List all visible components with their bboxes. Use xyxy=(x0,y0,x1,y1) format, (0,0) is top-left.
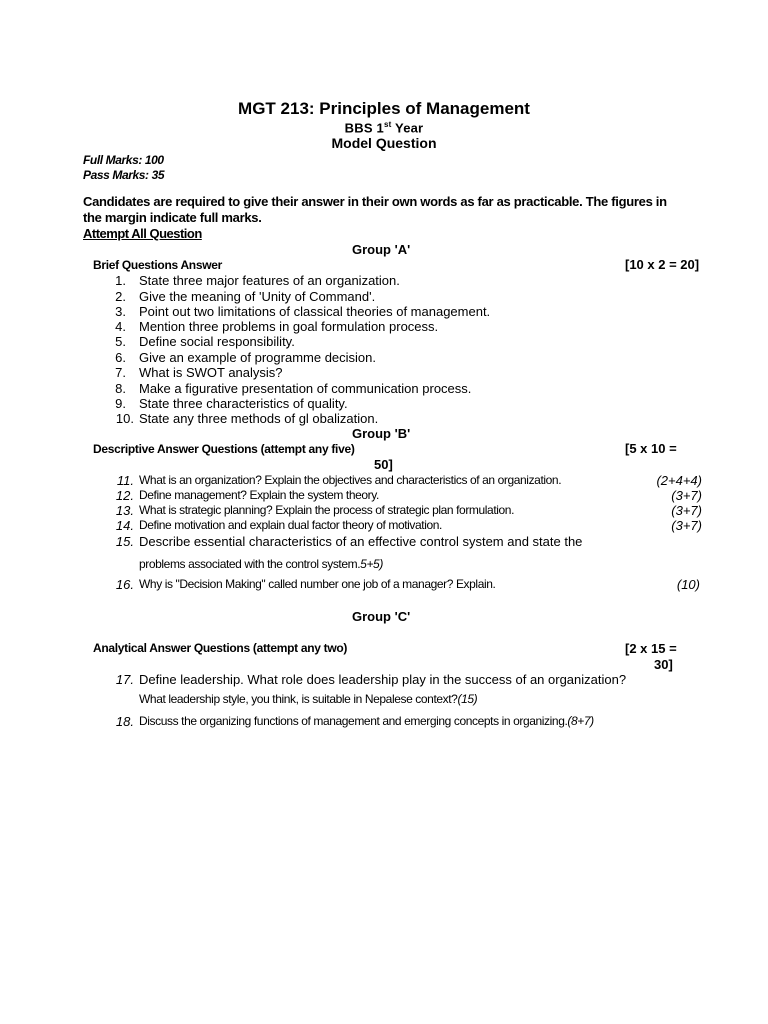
question-text: Discuss the organizing functions of management and emerging concepts in organizing. xyxy=(139,714,568,728)
group-c-marks-line2: 30] xyxy=(654,657,673,672)
question-text: Define social responsibility. xyxy=(139,334,295,349)
question-text-continued xyxy=(139,557,383,571)
question-text-line2: problems associated with the control system. xyxy=(139,557,361,571)
year-suffix: Year xyxy=(391,120,424,136)
group-c-heading: Analytical Answer Questions (attempt any two) xyxy=(93,641,348,655)
question-number: 2. xyxy=(115,289,126,304)
group-a-title: Group 'A' xyxy=(352,242,411,257)
model-question-label: Model Question xyxy=(331,135,437,151)
question-marks: 5+5) xyxy=(360,557,383,571)
exam-title: MGT 213: Principles of Management xyxy=(238,99,530,118)
question-text: What is an organization? Explain the objectives and characteristics of an organization. xyxy=(139,473,562,487)
question-number: 7. xyxy=(115,365,126,380)
group-b-marks-line2: 50] xyxy=(374,457,393,472)
question-number: 10. xyxy=(115,411,134,426)
program-year xyxy=(0,120,768,135)
question-text: Define motivation and explain dual factor theory of motivation. xyxy=(139,518,442,532)
question-text: Why is "Decision Making" called number one job of a manager? Explain. xyxy=(139,577,496,591)
question-number: 4. xyxy=(115,319,126,334)
question-marks: (15) xyxy=(457,692,478,706)
pass-marks: Pass Marks: 35 xyxy=(83,168,165,182)
question-text-row xyxy=(139,714,594,728)
group-a-heading: Brief Questions Answer xyxy=(93,258,222,272)
question-text: Make a figurative presentation of communication process. xyxy=(139,381,472,396)
question-text: State any three methods of gl obalization. xyxy=(139,411,379,426)
group-b-marks-line1: [5 x 10 = xyxy=(625,441,677,456)
year-prefix: BBS 1 xyxy=(344,120,384,136)
question-number: 11. xyxy=(116,473,134,488)
question-text: Define leadership. What role does leadership play in the success of an organization? xyxy=(139,672,627,687)
question-marks: (2+4+4) xyxy=(656,473,702,488)
question-number: 12. xyxy=(115,488,134,503)
question-marks: (3+7) xyxy=(671,518,702,533)
question-text-continued xyxy=(139,692,477,706)
question-number: 14. xyxy=(115,518,134,533)
question-number: 13. xyxy=(115,503,134,518)
attempt-all-label: Attempt All Question xyxy=(83,226,202,241)
question-number: 16. xyxy=(115,577,134,592)
group-c-marks-line1: [2 x 15 = xyxy=(625,641,677,656)
question-text: Define management? Explain the system theory. xyxy=(139,488,379,502)
question-text: Mention three problems in goal formulation process. xyxy=(139,319,439,334)
instructions: Candidates are required to give their answer in their own words as far as practicable. The figures in the margin indicate full marks. xyxy=(83,194,667,225)
question-text: State three characteristics of quality. xyxy=(139,396,348,411)
question-marks: (8+7) xyxy=(567,714,594,728)
question-number: 8. xyxy=(115,381,126,396)
question-number: 18. xyxy=(115,714,134,729)
question-number: 17. xyxy=(115,672,134,687)
question-marks: (10) xyxy=(676,577,700,592)
question-text: Give an example of programme decision. xyxy=(139,350,377,365)
year-superscript: st xyxy=(383,120,392,129)
question-marks: (3+7) xyxy=(671,488,702,503)
group-c-title: Group 'C' xyxy=(352,609,411,624)
question-number: 15. xyxy=(115,534,134,549)
question-number: 6. xyxy=(115,350,126,365)
question-text: Point out two limitations of classical theories of management. xyxy=(139,304,491,319)
question-text: What is strategic planning? Explain the process of strategic plan formulation. xyxy=(139,503,515,517)
question-number: 5. xyxy=(115,334,126,349)
full-marks: Full Marks: 100 xyxy=(83,153,164,167)
question-marks: (3+7) xyxy=(671,503,702,518)
question-text: What is SWOT analysis? xyxy=(139,365,283,380)
question-number: 9. xyxy=(115,396,126,411)
group-b-heading: Descriptive Answer Questions (attempt any five) xyxy=(93,442,355,456)
question-text: State three major features of an organization. xyxy=(139,273,400,288)
question-text-line2: What leadership style, you think, is suitable in Nepalese context? xyxy=(139,692,458,706)
question-number: 1. xyxy=(115,273,126,288)
question-text: Give the meaning of 'Unity of Command'. xyxy=(139,289,376,304)
question-text: Describe essential characteristics of an effective control system and state the xyxy=(139,534,583,549)
question-number: 3. xyxy=(115,304,126,319)
group-a-marks: [10 x 2 = 20] xyxy=(625,257,700,272)
group-b-title: Group 'B' xyxy=(352,426,411,441)
